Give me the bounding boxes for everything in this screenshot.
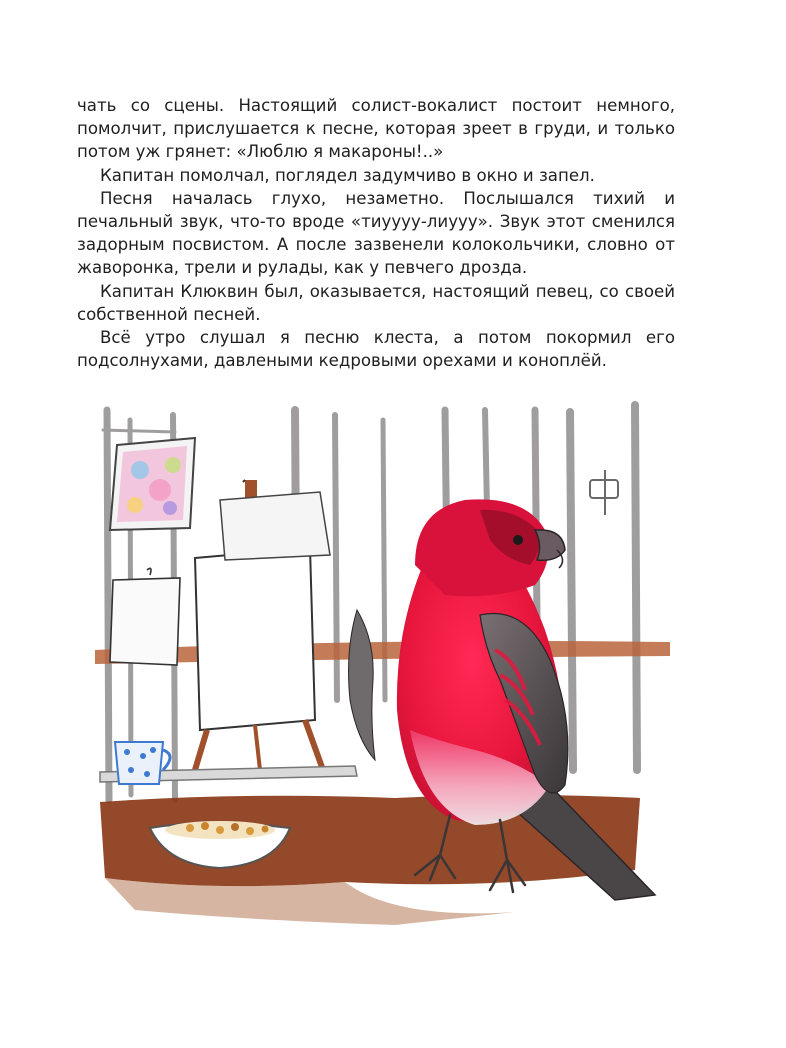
paragraph-5: Всё утро слушал я песню клеста, а потом покормил его подсолнухами, давлеными кедровыми орехами и коноплёй.	[77, 328, 675, 371]
paragraph-4: Капитан Клюквин был, оказывается, настоящий певец, со своей собственной песней.	[77, 281, 675, 324]
easel	[195, 480, 330, 770]
paragraph-1: чать со сцены. Настоящий солист-вокалист постоит немного, помолчит, прислушается к песне, которая зреет в груди, и только потом уж грянет: «Люблю я макароны!..»	[77, 96, 675, 162]
framed-picture	[110, 438, 195, 530]
cage-latch	[590, 470, 618, 515]
story-text	[77, 94, 675, 372]
bird-wing-left	[349, 610, 375, 760]
bird-eye	[513, 535, 523, 545]
paragraph-2: Капитан помолчал, поглядел задумчиво в окно и запел.	[100, 165, 595, 185]
crossbill-illustration	[95, 400, 675, 930]
paragraph-3: Песня началась глухо, незаметно. Послышался тихий и печальный звук, что-то вроде «тиуууу-лиууу». Звук этот сменился задорным посвистом. А после зазвенели колокольчики, словно от жаворонка, трели и рулады, как у певчего дрозда.	[77, 188, 675, 278]
sketch-board	[110, 568, 180, 665]
